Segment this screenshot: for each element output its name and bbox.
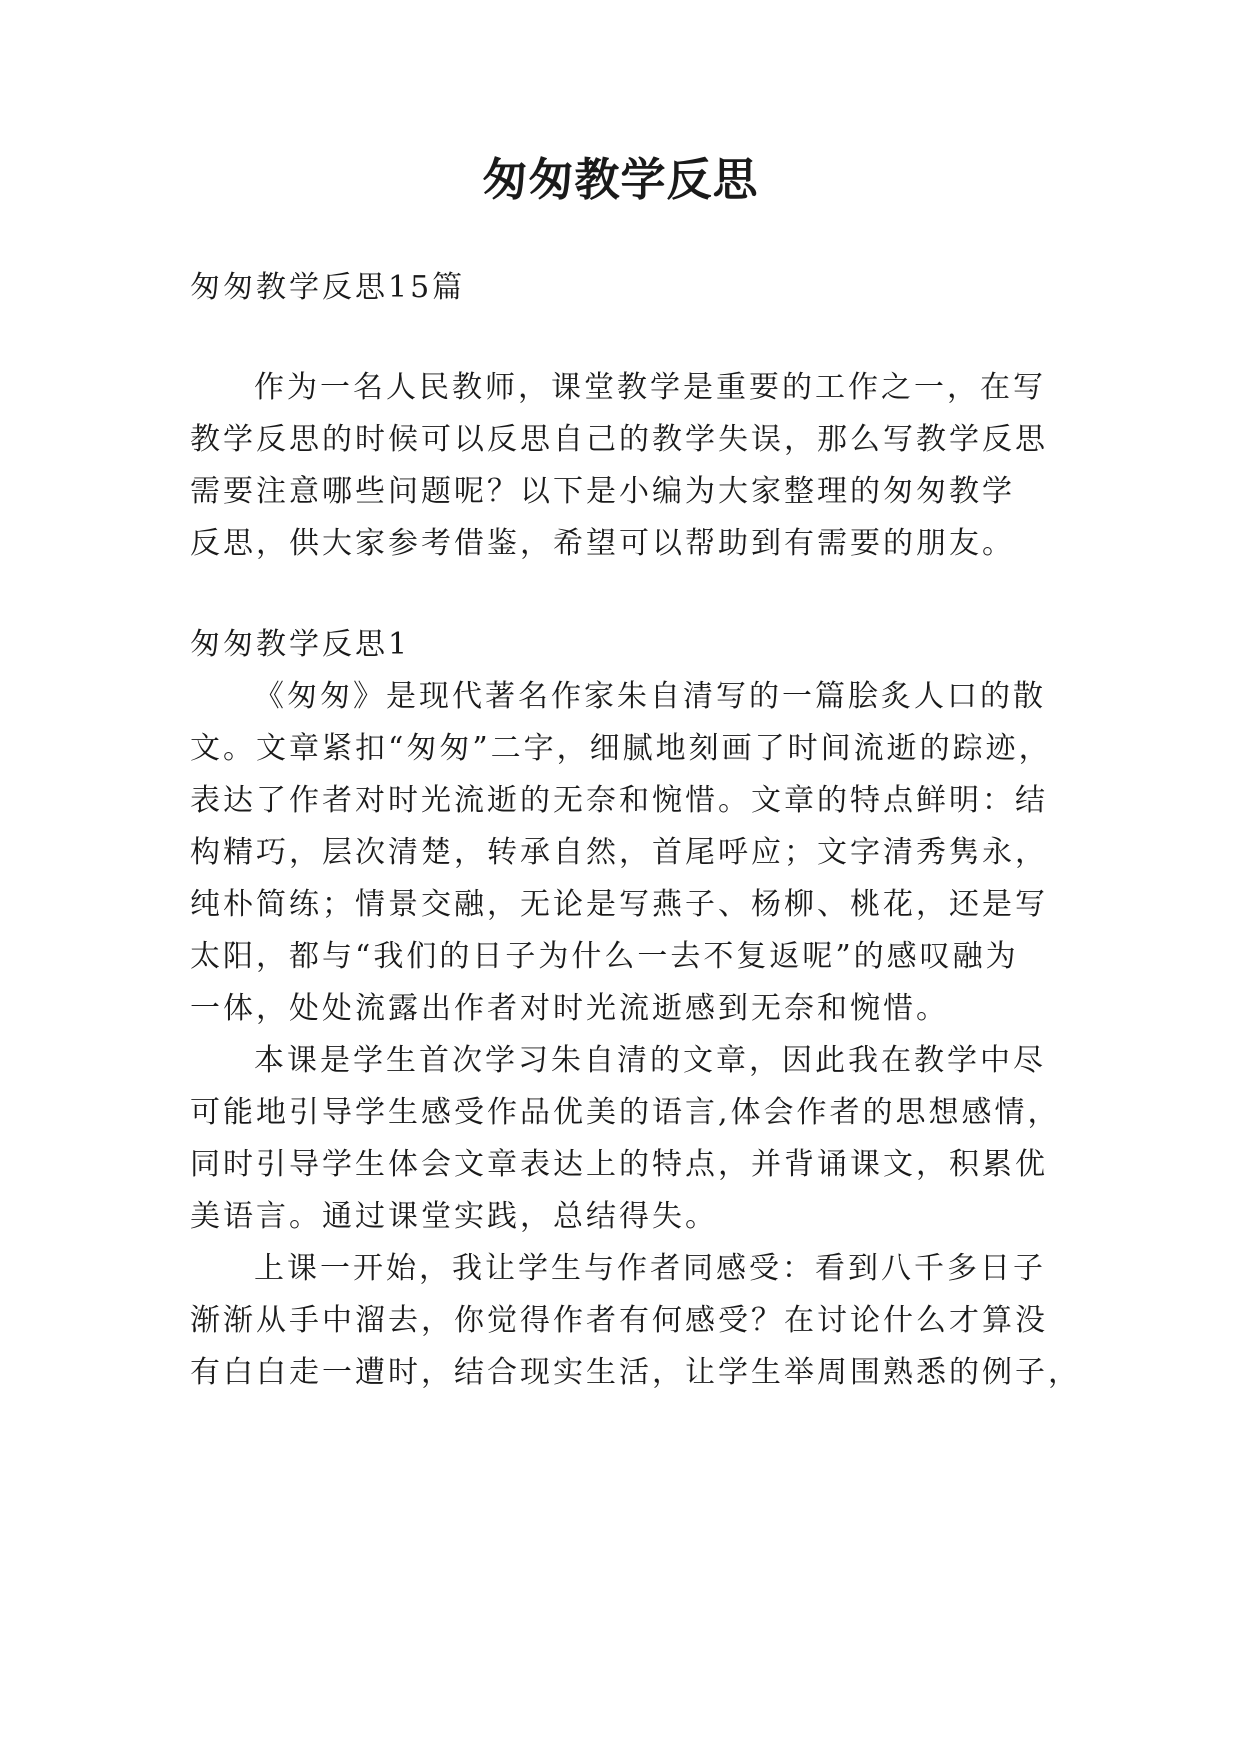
- paragraph-line: 纯朴简练；情景交融，无论是写燕子、杨柳、桃花，还是写: [190, 887, 1048, 922]
- intro-line: 反思，供大家参考借鉴，希望可以帮助到有需要的朋友。: [190, 526, 1015, 561]
- paragraph-line: 可能地引导学生感受作品优美的语言,体会作者的思想感情，: [190, 1095, 1061, 1130]
- paragraph-line: 渐渐从手中溜去，你觉得作者有何感受？在讨论什么才算没: [190, 1303, 1048, 1338]
- intro-line: 需要注意哪些问题呢？以下是小编为大家整理的匆匆教学: [190, 474, 1015, 509]
- paragraph-line: 本课是学生首次学习朱自清的文章，因此我在教学中尽: [254, 1043, 1046, 1078]
- paragraph-line: 上课一开始，我让学生与作者同感受：看到八千多日子: [254, 1251, 1046, 1286]
- paragraph-line: 美语言。通过课堂实践，总结得失。: [190, 1199, 718, 1234]
- intro-line: 作为一名人民教师，课堂教学是重要的工作之一，在写: [254, 370, 1046, 405]
- paragraph-line: 文。文章紧扣“匆匆”二字，细腻地刻画了时间流逝的踪迹，: [190, 731, 1052, 766]
- paragraph-line: 一体，处处流露出作者对时光流逝感到无奈和惋惜。: [190, 991, 949, 1026]
- paragraph-line: 表达了作者对时光流逝的无奈和惋惜。文章的特点鲜明：结: [190, 783, 1048, 818]
- document-subtitle: 匆匆教学反思15篇: [190, 270, 466, 305]
- paragraph-line: 《匆匆》是现代著名作家朱自清写的一篇脍炙人口的散: [254, 679, 1046, 714]
- paragraph-line: 同时引导学生体会文章表达上的特点，并背诵课文，积累优: [190, 1147, 1048, 1182]
- document-title: 匆匆教学反思: [482, 153, 759, 206]
- section-heading: 匆匆教学反思1: [190, 627, 411, 662]
- paragraph-line: 构精巧，层次清楚，转承自然，首尾呼应；文字清秀隽永，: [190, 835, 1048, 870]
- paragraph-line: 有白白走一遭时，结合现实生活，让学生举周围熟悉的例子，: [190, 1355, 1081, 1390]
- paragraph-line: 太阳，都与“我们的日子为什么一去不复返呢”的感叹融为: [190, 939, 1019, 974]
- intro-line: 教学反思的时候可以反思自己的教学失误，那么写教学反思: [190, 422, 1048, 457]
